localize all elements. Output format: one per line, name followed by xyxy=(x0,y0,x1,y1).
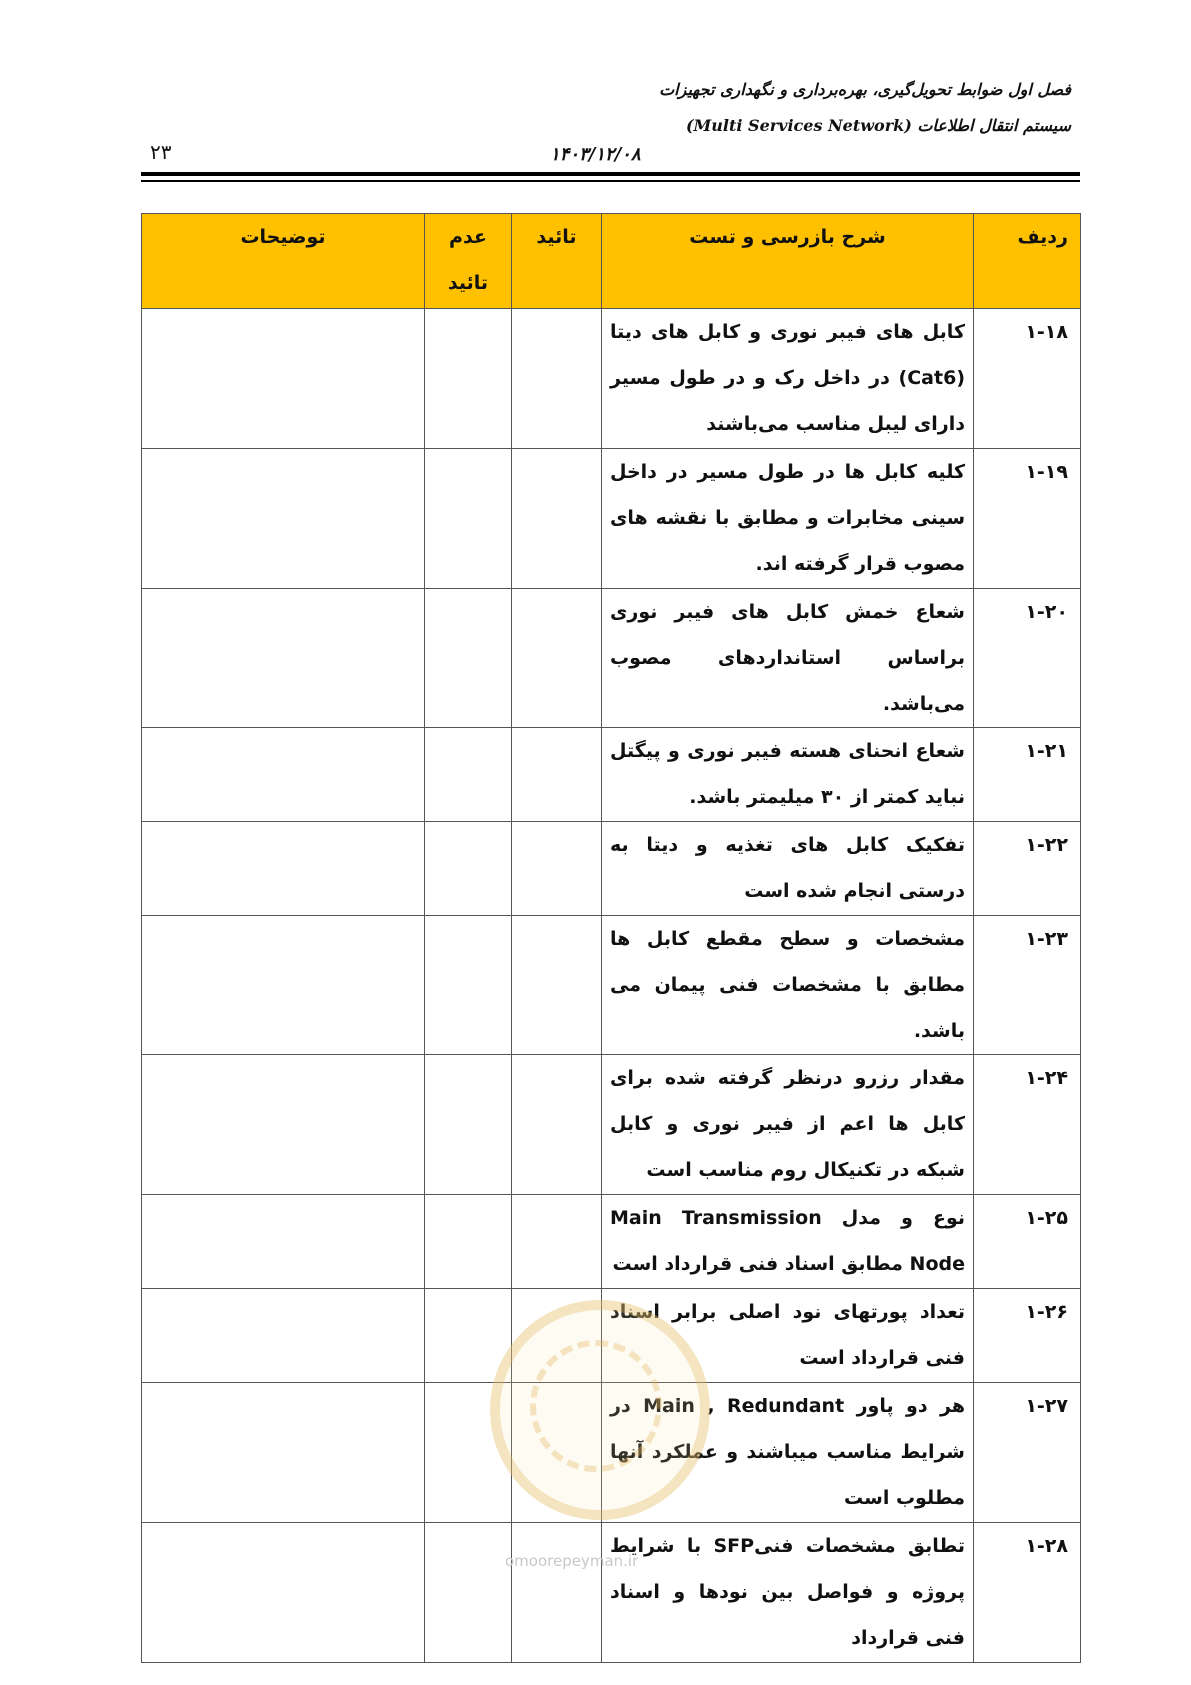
row-description: تفکیک کابل های تغذیه و دیتا به درستی انجام شده است xyxy=(602,822,974,916)
row-number: ۱-۲۴ xyxy=(974,1055,1081,1195)
not-approve-cell[interactable] xyxy=(425,309,512,449)
notes-cell[interactable] xyxy=(142,309,425,449)
row-number: ۱-۱۸ xyxy=(974,309,1081,449)
approve-cell[interactable] xyxy=(512,728,602,822)
header-row-number: ردیف xyxy=(974,214,1081,309)
row-number: ۱-۲۰ xyxy=(974,589,1081,728)
header-approve: تائید xyxy=(512,214,602,309)
notes-cell[interactable] xyxy=(142,728,425,822)
approve-cell[interactable] xyxy=(512,1055,602,1195)
notes-cell[interactable] xyxy=(142,1055,425,1195)
row-number: ۱-۲۲ xyxy=(974,822,1081,916)
row-number: ۱-۱۹ xyxy=(974,449,1081,589)
not-approve-cell[interactable] xyxy=(425,1055,512,1195)
approve-cell[interactable] xyxy=(512,1289,602,1383)
not-approve-cell[interactable] xyxy=(425,822,512,916)
table-row xyxy=(142,1195,1081,1289)
approve-cell[interactable] xyxy=(512,1383,602,1523)
notes-cell[interactable] xyxy=(142,1289,425,1383)
not-approve-cell[interactable] xyxy=(425,1383,512,1523)
not-approve-cell[interactable] xyxy=(425,1523,512,1663)
notes-cell[interactable] xyxy=(142,1523,425,1663)
table-row xyxy=(142,728,1081,822)
approve-cell[interactable] xyxy=(512,822,602,916)
header-rule-thick xyxy=(141,172,1080,176)
approve-cell[interactable] xyxy=(512,916,602,1055)
chapter-title: فصل اول ضوابط تحویل‌گیری، بهره‌برداری و نگهداری تجهیزات xyxy=(659,80,1071,99)
table-row xyxy=(142,1055,1081,1195)
system-title: سیستم انتقال اطلاعات (Multi Services Network) xyxy=(685,116,1071,135)
row-number: ۱-۲۶ xyxy=(974,1289,1081,1383)
table-row xyxy=(142,449,1081,589)
header-description: شرح بازرسی و تست xyxy=(602,214,974,309)
row-description: کابل های فیبر نوری و کابل های دیتا (Cat6) در داخل رک و در طول مسیر دارای لیبل مناسب می‌باشند xyxy=(602,309,974,449)
inspection-table xyxy=(141,213,1081,1663)
page-number: ۲۳ xyxy=(150,140,172,164)
table-row xyxy=(142,1523,1081,1663)
notes-cell[interactable] xyxy=(142,1195,425,1289)
notes-cell[interactable] xyxy=(142,589,425,728)
row-number: ۱-۲۷ xyxy=(974,1383,1081,1523)
notes-cell[interactable] xyxy=(142,449,425,589)
not-approve-cell[interactable] xyxy=(425,916,512,1055)
row-description: تعداد پورتهای نود اصلی برابر اسناد فنی قرارداد است xyxy=(602,1289,974,1383)
table-row xyxy=(142,309,1081,449)
row-description: مقدار رزرو درنظر گرفته شده برای کابل ها اعم از فیبر نوری و کابل شبکه در تکنیکال روم مناسب است xyxy=(602,1055,974,1195)
row-description: شعاع خمش کابل های فیبر نوری براساس استانداردهای مصوب می‌باشد. xyxy=(602,589,974,728)
not-approve-cell[interactable] xyxy=(425,449,512,589)
row-description: مشخصات و سطح مقطع کابل ها مطابق با مشخصات فنی پیمان می باشد. xyxy=(602,916,974,1055)
approve-cell[interactable] xyxy=(512,589,602,728)
table-row xyxy=(142,1289,1081,1383)
notes-cell[interactable] xyxy=(142,822,425,916)
not-approve-cell[interactable] xyxy=(425,1195,512,1289)
header-rule-thin xyxy=(141,180,1080,182)
table-row xyxy=(142,1383,1081,1523)
approve-cell[interactable] xyxy=(512,449,602,589)
document-date: ۱۴۰۳/۱۲/۰۸ xyxy=(550,144,641,165)
header-not-approve: عدم تائید xyxy=(425,214,512,309)
table-header-row xyxy=(142,214,1081,309)
table-row xyxy=(142,822,1081,916)
row-number: ۱-۲۱ xyxy=(974,728,1081,822)
table-row xyxy=(142,916,1081,1055)
not-approve-cell[interactable] xyxy=(425,1289,512,1383)
header-notes: توضیحات xyxy=(142,214,425,309)
not-approve-cell[interactable] xyxy=(425,728,512,822)
row-description: نوع و مدل Main Transmission Node مطابق اسناد فنی قرارداد است xyxy=(602,1195,974,1289)
row-description: شعاع انحنای هسته فیبر نوری و پیگتل نباید کمتر از ۳۰ میلیمتر باشد. xyxy=(602,728,974,822)
approve-cell[interactable] xyxy=(512,1195,602,1289)
row-description: کلیه کابل ها در طول مسیر در داخل سینی مخابرات و مطابق با نقشه های مصوب قرار گرفته اند. xyxy=(602,449,974,589)
watermark-url: omoorepeyman.ir xyxy=(505,1552,639,1570)
not-approve-cell[interactable] xyxy=(425,589,512,728)
approve-cell[interactable] xyxy=(512,1523,602,1663)
row-number: ۱-۲۵ xyxy=(974,1195,1081,1289)
notes-cell[interactable] xyxy=(142,916,425,1055)
row-description: تطابق مشخصات فنیSFP با شرایط پروژه و فواصل بین نودها و اسناد فنی قرارداد xyxy=(602,1523,974,1663)
row-number: ۱-۲۳ xyxy=(974,916,1081,1055)
row-description: هر دو پاور Main , Redundant در شرایط مناسب میباشند و عملکرد آنها مطلوب است xyxy=(602,1383,974,1523)
row-number: ۱-۲۸ xyxy=(974,1523,1081,1663)
notes-cell[interactable] xyxy=(142,1383,425,1523)
table-row xyxy=(142,589,1081,728)
approve-cell[interactable] xyxy=(512,309,602,449)
